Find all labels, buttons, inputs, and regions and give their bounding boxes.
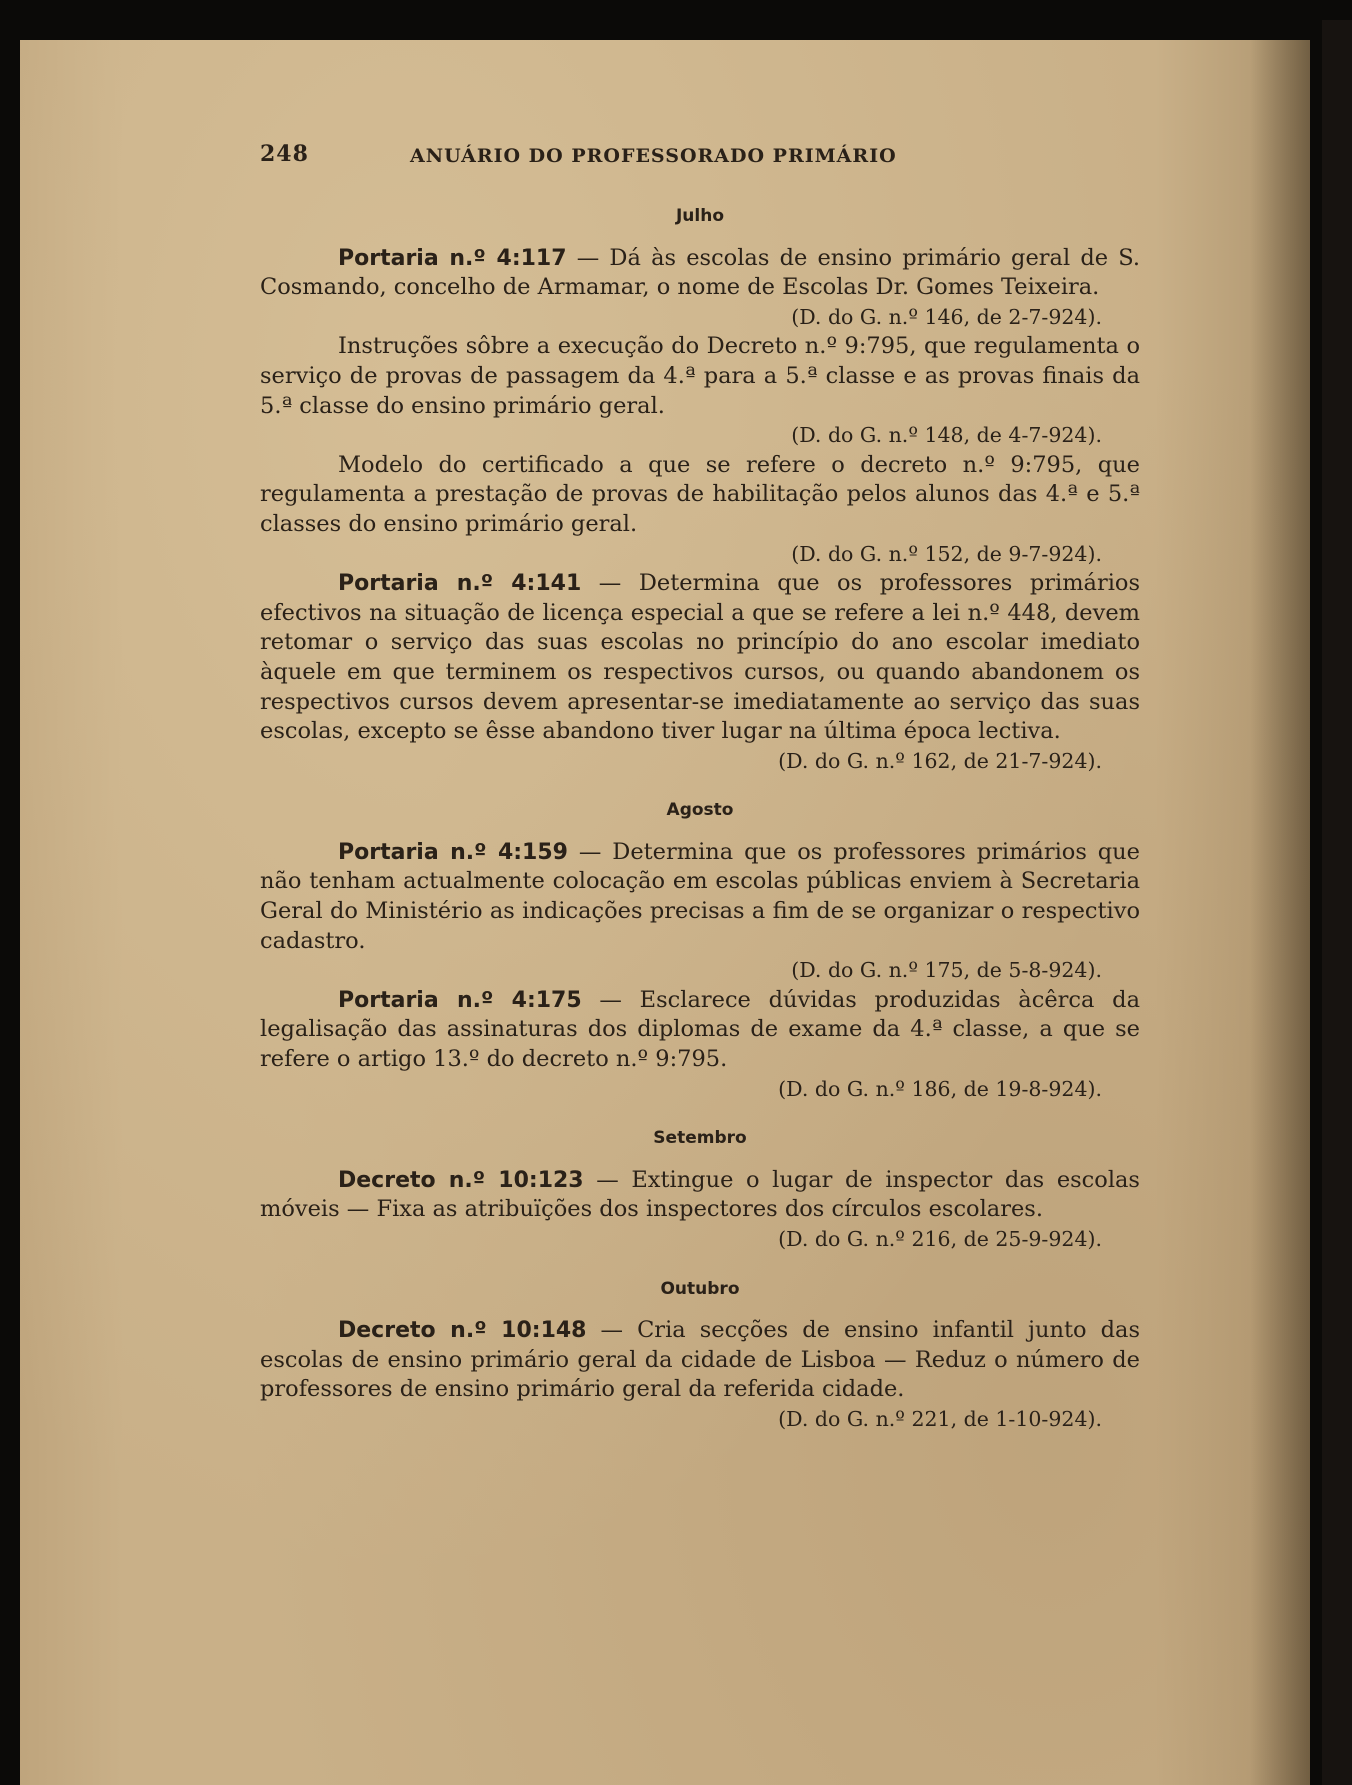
entry-decreto-10148 xyxy=(260,1316,1140,1405)
entry-citation: (D. do G. n.º 152, de 9-7-924). xyxy=(791,541,1102,566)
entry-lead: Decreto n.º 10:123 xyxy=(338,1167,584,1193)
entry-lead: Portaria n.º 4:159 xyxy=(338,839,568,865)
page-edge-shadow xyxy=(1250,40,1310,1785)
entry-lead: Portaria n.º 4:141 xyxy=(338,571,582,597)
entry-citation: (D. do G. n.º 186, de 19-8-924). xyxy=(778,1076,1102,1101)
page-header xyxy=(260,140,1140,180)
entry-citation: (D. do G. n.º 148, de 4-7-924). xyxy=(791,423,1102,448)
entry-text: — Cria secções de ensino infantil junto das escolas de ensino primário geral da cidade de Lisboa — Reduz o número de professores de ensino primário geral da referida cidade. xyxy=(260,1317,1140,1403)
entry-citation: (D. do G. n.º 175, de 5-8-924). xyxy=(791,958,1102,983)
month-heading-julho: Julho xyxy=(675,206,725,226)
entry-modelo xyxy=(260,451,1140,540)
entry-citation: (D. do G. n.º 162, de 21-7-924). xyxy=(778,748,1102,773)
page-content xyxy=(260,140,1140,1435)
entry-portaria-4117 xyxy=(260,244,1140,303)
entry-citation: (D. do G. n.º 216, de 25-9-924). xyxy=(778,1227,1102,1251)
entry-instrucoes xyxy=(260,332,1140,421)
entry-text: — Determina que os professores primários efectivos na situação de licença especial a que se refere a lei n.º 448, devem retomar o serviço das suas escolas no princípio do ano escolar imediato àquele em que terminem os respectivos cursos, ou quando abandonem os respectivos cursos devem apresentar-se imediatamente ao serviço das suas escolas, excepto se êsse abandono tiver lugar na última época lectiva. xyxy=(260,570,1140,745)
entry-citation: (D. do G. n.º 146, de 2-7-924). xyxy=(791,304,1102,329)
entry-text: — Extingue o lugar de inspector das escolas móveis — Fixa as atribuïções dos inspectores dos círculos escolares. xyxy=(260,1166,1140,1223)
entry-text: Modelo do certificado a que se refere o decreto n.º 9:795, que regulamenta a prestação de provas de habilitação pelos alunos das 4.ª e 5.ª classes do ensino primário geral. xyxy=(260,451,1140,537)
entry-lead: Portaria n.º 4:117 xyxy=(338,245,567,271)
entry-text: — Determina que os professores primários que não tenham actualmente colocação em escolas públicas enviem à Secretaria Geral do Ministério as indicações precisas a fim de se organizar o respectivo cadastro. xyxy=(260,838,1140,954)
entry-text: — Esclarece dúvidas produzidas àcêrca da legalisação das assinaturas dos diplomas de exame da 4.ª classe, a que se refere o artigo 13.º do decreto n.º 9:795. xyxy=(260,986,1140,1073)
entry-text: Instruções sôbre a execução do Decreto n.º 9:795, que regulamenta o serviço de provas de passagem da 4.ª para a 5.ª classe e as provas finais da 5.ª classe do ensino primário geral. xyxy=(260,333,1140,419)
entry-portaria-4141 xyxy=(260,569,1140,747)
document-page xyxy=(20,40,1310,1785)
page-number: 248 xyxy=(260,141,309,167)
running-title: ANUÁRIO DO PROFESSORADO PRIMÁRIO xyxy=(410,145,897,167)
entry-decreto-10123 xyxy=(260,1166,1140,1225)
entry-text: — Dá às escolas de ensino primário geral de S. Cosmando, concelho de Armamar, o nome de Escolas Dr. Gomes Teixeira. xyxy=(260,244,1141,301)
month-heading-setembro: Setembro xyxy=(653,1128,747,1149)
entry-lead: Portaria n.º 4:175 xyxy=(338,987,582,1013)
entry-lead: Decreto n.º 10:148 xyxy=(338,1318,587,1344)
book-spine xyxy=(1322,20,1352,1785)
month-heading-outubro: Outubro xyxy=(660,1278,740,1299)
entry-portaria-4159 xyxy=(260,838,1140,956)
entry-portaria-4175 xyxy=(260,986,1140,1075)
month-heading-agosto: Agosto xyxy=(666,800,734,821)
entry-citation: (D. do G. n.º 221, de 1-10-924). xyxy=(778,1406,1102,1431)
